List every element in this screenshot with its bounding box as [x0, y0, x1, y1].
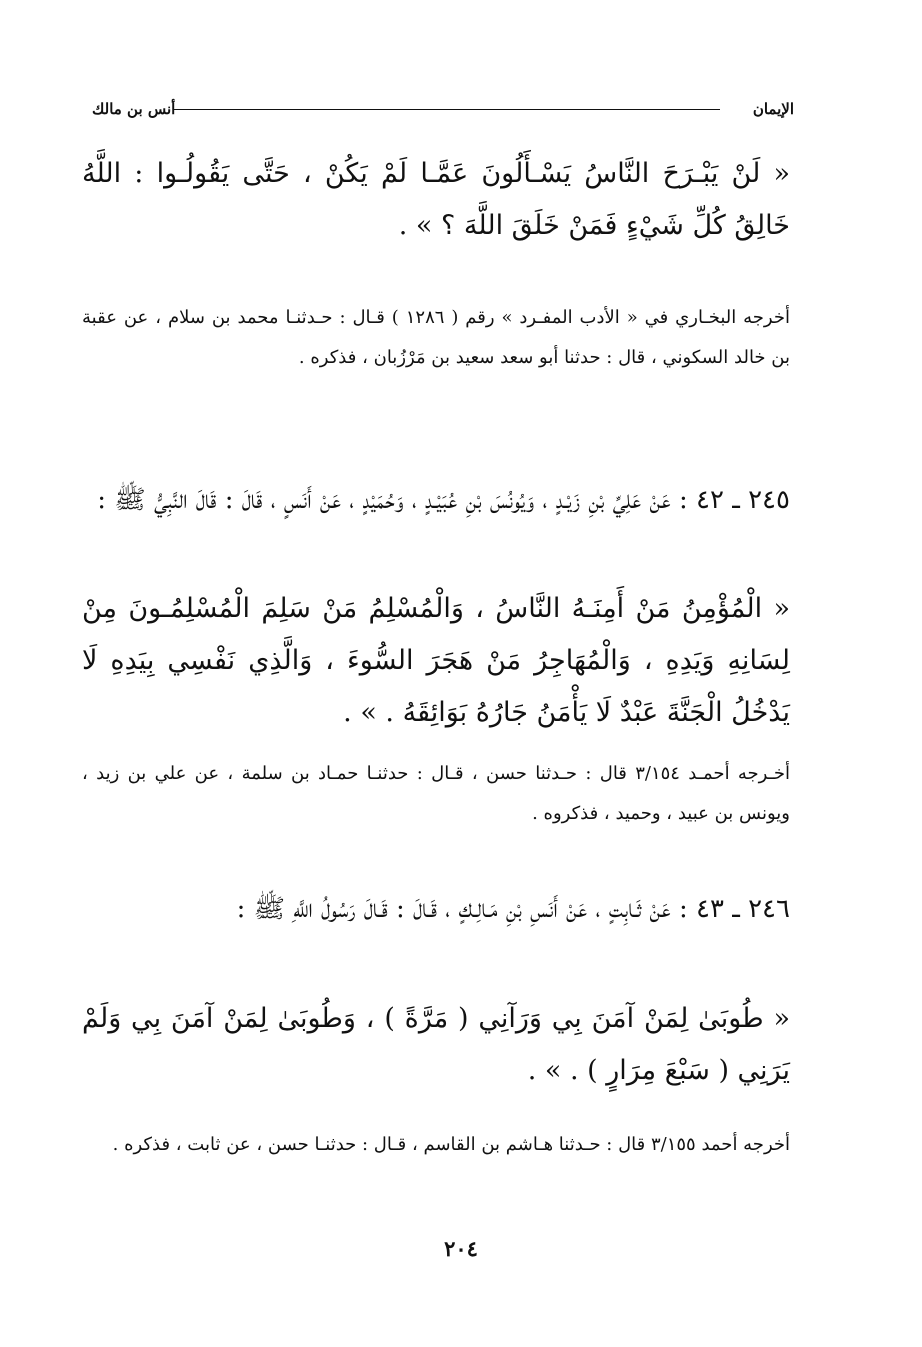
hadith-text-245: « الْمُؤْمِنُ مَنْ أَمِنَـهُ النَّاسُ ، وَالْمُسْلِمُ مَنْ سَلِمَ الْمُسْلِمُـونَ مِنْ لِسَانِهِ وَيَدِهِ ، وَالْمُهَاجِرُ مَنْ هَجَرَ السُّوءَ ، وَالَّذِي نَفْسِي بِيَدِهِ لَا يَدْخُلُ الْجَنَّةَ عَبْدٌ لَا يَأْمَنُ جَارُهُ بَوَائِقَهُ . » .	[82, 593, 790, 728]
takhrij-note-245: أخـرجه أحمـد ٣/١٥٤ قال : حـدثنا حسن ، قـال : حدثنـا حمـاد بن سلمة ، عن علي بن زيد ، ويونس بن عبيد ، وحميد ، فذكروه .	[82, 763, 790, 824]
hadith-text-246: « طُوبَىٰ لِمَنْ آمَنَ بِي وَرَآنِي ( مَرَّةً ) ، وَطُوبَىٰ لِمَنْ آمَنَ بِي وَلَمْ يَرَنِي ( سَبْعَ مِرَارٍ ) . » .	[82, 1003, 790, 1086]
takhrij-note-1: أخرجه البخـاري في « الأدب المفـرد » رقم ( ١٢٨٦ ) قـال : حـدثنـا محمد بن سلام ، عن عقبة بن خالد السكوني ، قال : حدثنا أبو سعد سعيد بن مَرْزُبان ، فذكره .	[82, 307, 790, 368]
hadith-isnad-246: ٢٤٦ ـ ٤٣ : عَنْ ثَـابِتٍ ، عَنْ أَنَسِ بْنِ مَـالِـكٍ ، قَـالَ : قَـالَ رَسُولُ اللَّهِ ﷺ :	[236, 894, 790, 924]
running-header	[92, 98, 794, 124]
page-number: ٢٠٤	[444, 1236, 478, 1261]
hadith-text-1: « لَنْ يَبْـرَحَ النَّاسُ يَسْـأَلُونَ عَمَّـا لَمْ يَكُنْ ، حَتَّى يَقُولُـوا : اللَّهُ خَالِقُ كُلِّ شَيْءٍ فَمَنْ خَلَقَ اللَّهَ ؟ » .	[82, 158, 790, 241]
header-rule	[174, 109, 720, 110]
takhrij-note-246: أخرجه أحمد ٣/١٥٥ قال : حـدثنا هـاشم بن القاسم ، قـال : حدثنـا حسن ، عن ثابت ، فذكره .	[112, 1134, 790, 1155]
hadith-isnad-245: ٢٤٥ ـ ٤٢ : عَنْ عَلِيِّ بْنِ زَيْـدٍ ، وَيُونُسَ بْنِ عُبَيْـدٍ ، وَحُمَيْدٍ ، عَنْ أَنَسٍ ، قَالَ : قَالَ النَّبِيُّ ﷺ :	[97, 485, 790, 515]
chapter-title: الإيمان	[752, 100, 794, 118]
narrator-title: أنس بن مالك	[92, 100, 176, 118]
